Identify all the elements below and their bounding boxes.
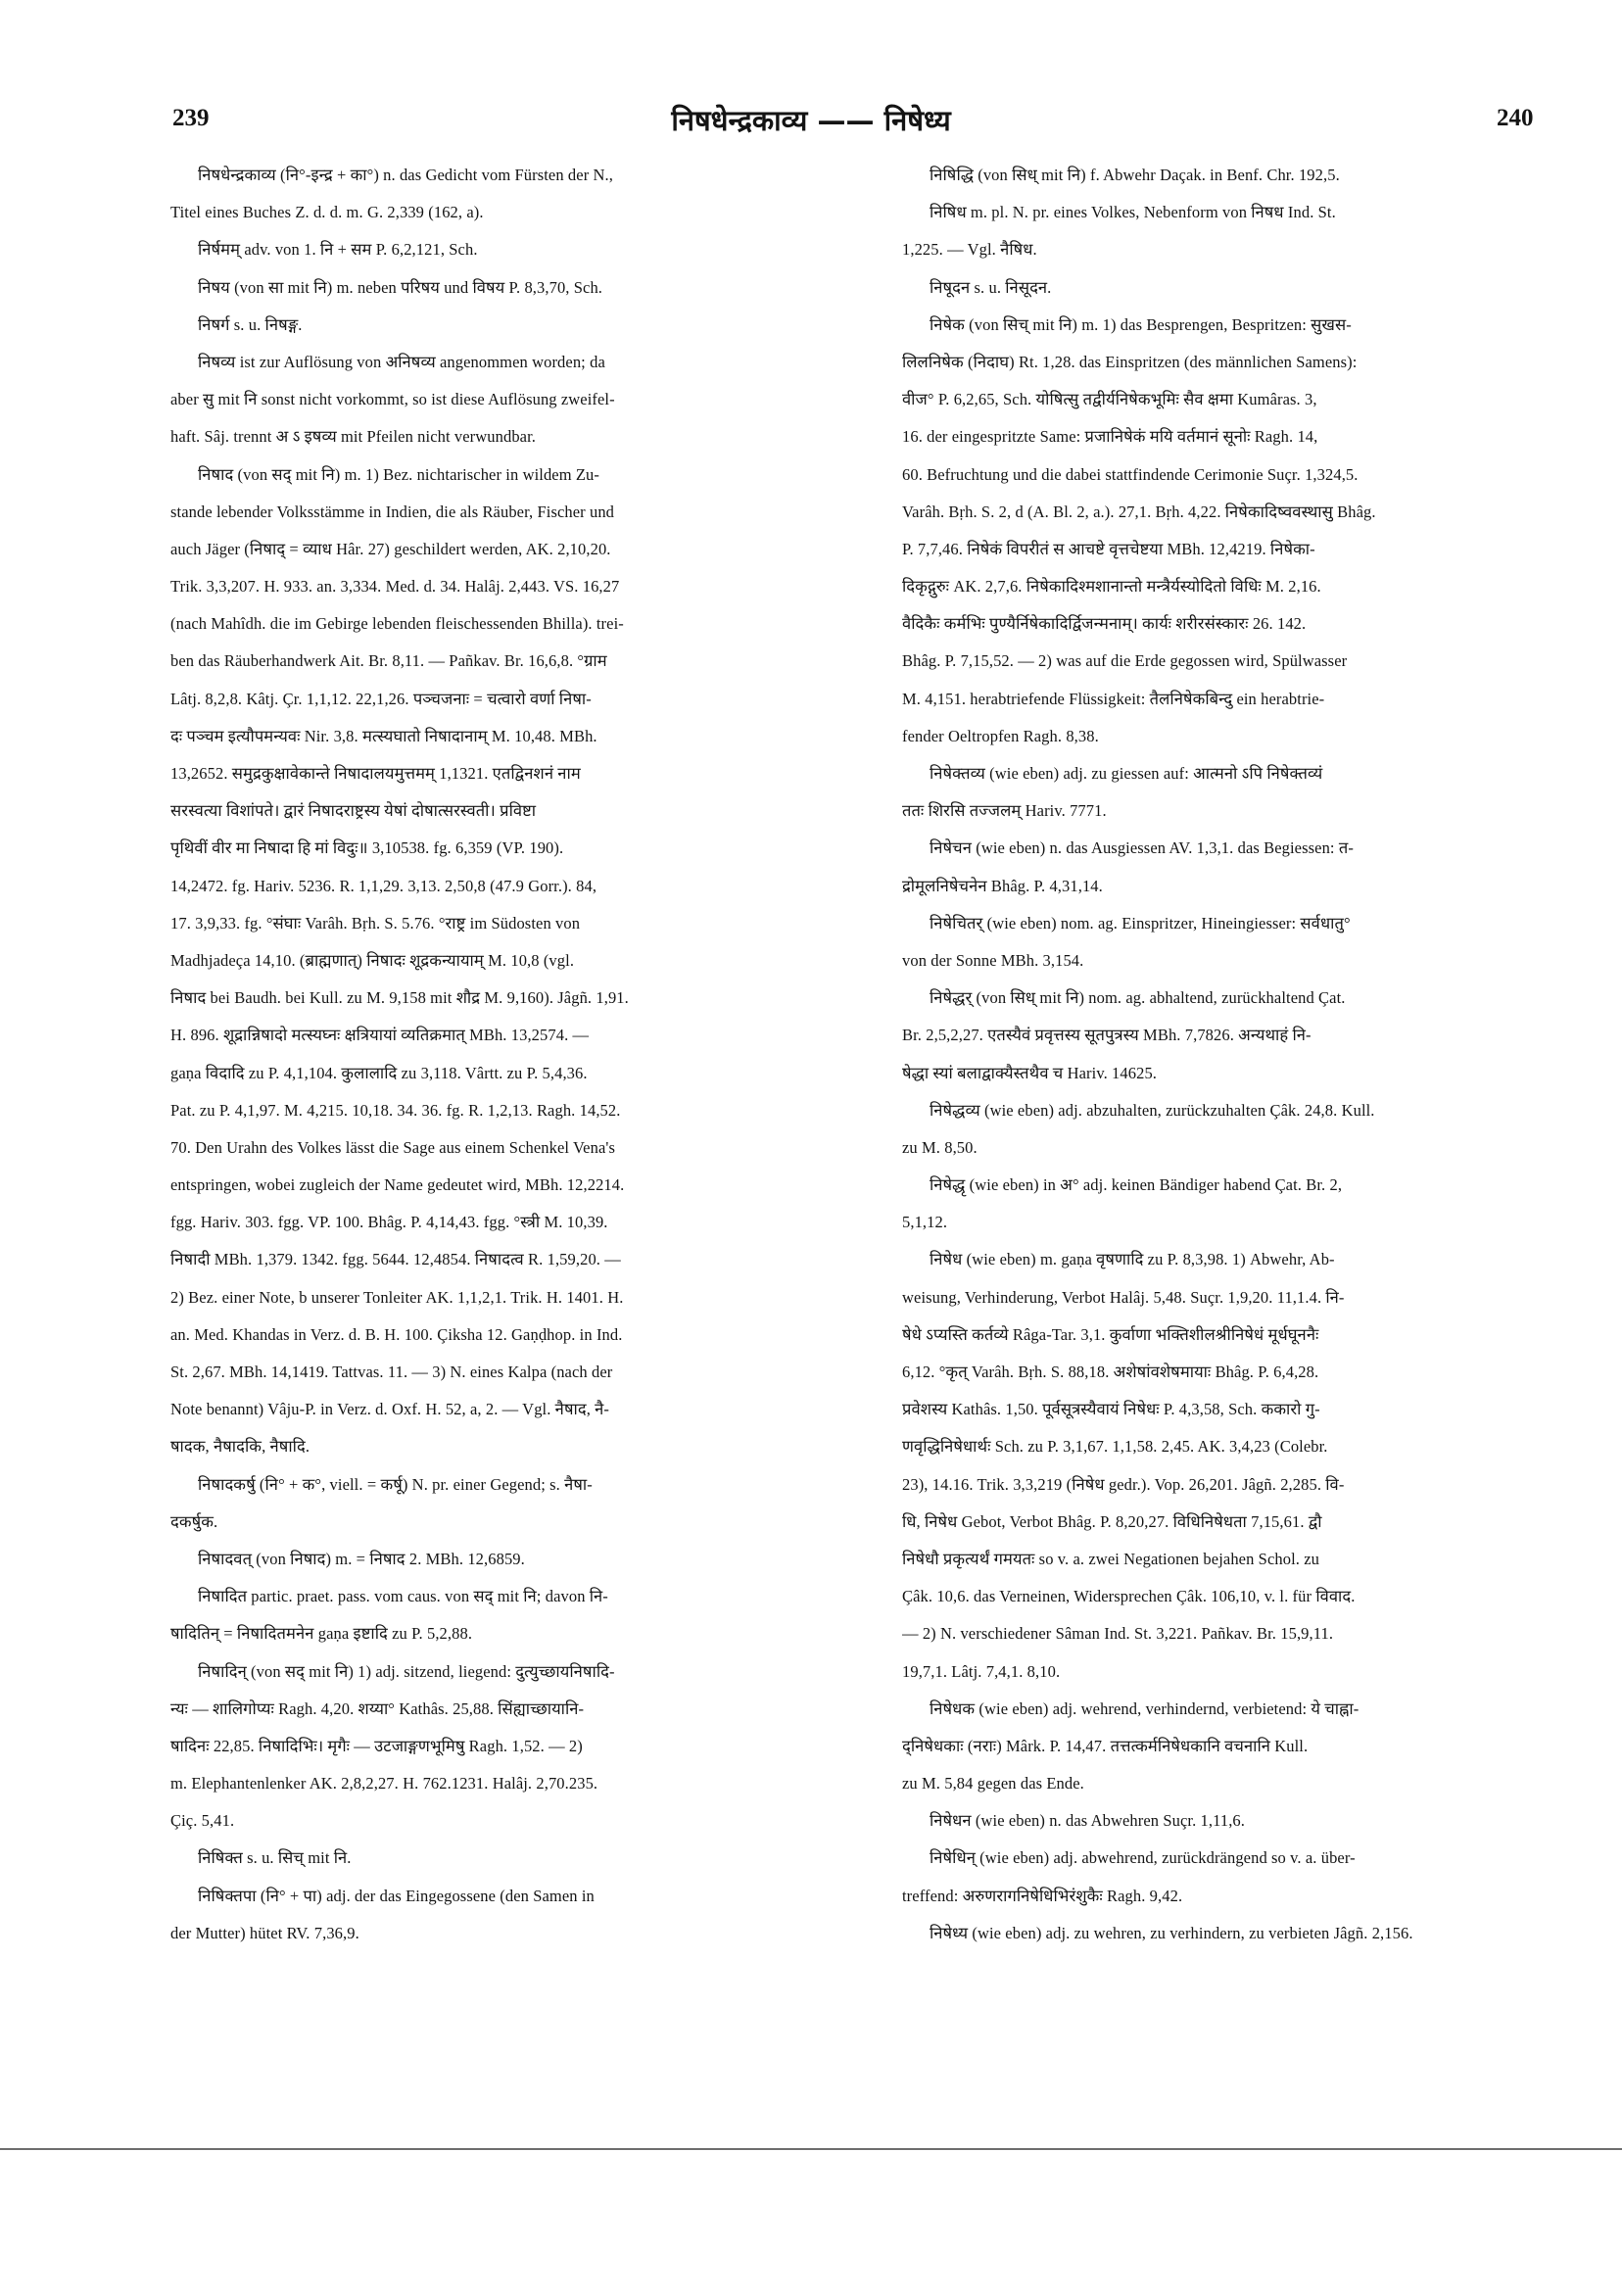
- right-column-line: निषेधन (wie eben) n. das Abwehren Suçr. 1,11,6.: [930, 1811, 1246, 1831]
- left-column-line: षादितिन् = निषादितमनेन gaṇa इष्टादि zu P. 5,2,88.: [170, 1624, 473, 1644]
- left-column-line: निर्षमम् adv. von 1. नि + सम P. 6,2,121, Sch.: [198, 240, 478, 260]
- left-column-line: Madhjadeça 14,10. (ब्राह्मणात्) निषादः शूद्रकन्यायाम् M. 10,8 (vgl.: [170, 950, 575, 970]
- left-column-line: निषादित partic. praet. pass. vom caus. von सद् mit नि; davon नि-: [198, 1587, 608, 1606]
- page-number-right: 240: [1497, 105, 1534, 131]
- left-column-line: 17. 3,9,33. fg. °संघाः Varâh. Bṛh. S. 5.76. °राष्ट्र im Südosten von: [170, 913, 581, 933]
- right-column-line: द्निषेधकाः (नराः) Mârk. P. 14,47. तत्तत्कर्मनिषेधकानि वचनानि Kull.: [902, 1736, 1309, 1755]
- right-column-line: निषिद्धि (von सिध् mit नि) f. Abwehr Daçak. in Benf. Chr. 192,5.: [930, 166, 1340, 184]
- right-column-line: Varâh. Bṛh. S. 2, d (A. Bl. 2, a.). 27,1. Bṛh. 4,22. निषेकादिष्ववस्थासु Bhâg.: [902, 502, 1376, 521]
- right-column-line: णवृद्धिनिषेधार्थः Sch. zu P. 3,1,67. 1,1,58. 2,45. AK. 3,4,23 (Colebr.: [902, 1437, 1328, 1457]
- right-column-line: लिलनिषेक (निदाघ) Rt. 1,28. das Einspritzen (des männlichen Samens):: [902, 352, 1358, 371]
- left-column-line: Titel eines Buches Z. d. d. m. G. 2,339 (162, a).: [170, 203, 484, 222]
- right-column-line: 19,7,1. Lâtj. 7,4,1. 8,10.: [902, 1661, 1061, 1681]
- right-column-line: निषेक (von सिच् mit नि) m. 1) das Besprengen, Bespritzen: सुखस-: [930, 314, 1352, 334]
- left-column-line: 70. Den Urahn des Volkes lässt die Sage aus einem Schenkel Vena's: [170, 1137, 615, 1157]
- left-column-line: षादक, नैषादकि, नैषादि.: [170, 1437, 310, 1457]
- left-column-line: (nach Mahîdh. die im Gebirge lebenden fleischessenden Bhilla). trei-: [170, 614, 624, 634]
- left-column-line: निषव्य ist zur Auflösung von अनिषव्य angenommen worden; da: [198, 352, 605, 371]
- left-column-line: षादिनः 22,85. निषादिभिः। मृगैः — उटजाङ्गणभूमिषु Ragh. 1,52. — 2): [170, 1736, 583, 1755]
- right-column-line: von der Sonne MBh. 3,154.: [902, 950, 1084, 970]
- left-column-line: Note benannt) Vâju-P. in Verz. d. Oxf. H. 52, a, 2. — Vgl. नैषाद, नै-: [170, 1400, 610, 1419]
- right-column-line: धि, निषेध Gebot, Verbot Bhâg. P. 8,20,27. विधिनिषेधता 7,15,61. द्वौ: [902, 1511, 1322, 1531]
- left-column-line: St. 2,67. MBh. 14,1419. Tattvas. 11. — 3) N. eines Kalpa (nach der: [170, 1363, 613, 1381]
- left-column-line: निषिक्त s. u. सिच् mit नि.: [198, 1848, 352, 1868]
- right-column-line: निषेक्तव्य (wie eben) adj. zu giessen auf: आत्मनो ऽपि निषेक्तव्यं: [930, 764, 1323, 783]
- right-column-line: निषेद्धृ (wie eben) in अ° adj. keinen Bändiger habend Çat. Br. 2,: [930, 1175, 1343, 1195]
- right-column-line: zu M. 8,50.: [902, 1137, 978, 1157]
- right-column-line: वैदिकैः कर्मभिः पुण्यैर्निषेकादिर्द्विजन्मनाम्। कार्यः शरीरसंस्कारः 26. 142.: [902, 614, 1307, 634]
- right-column-line: Bhâg. P. 7,15,52. — 2) was auf die Erde gegossen wird, Spülwasser: [902, 651, 1348, 671]
- right-column-line: निषेद्धर् (von सिध् mit नि) nom. ag. abhaltend, zurückhaltend Çat.: [930, 988, 1346, 1008]
- left-column: [170, 157, 836, 1952]
- left-column-line: निषिक्तपा (नि° + पा) adj. der das Eingegossene (den Samen in: [198, 1886, 595, 1905]
- right-column-line: treffend: अरुणरागनिषेधिभिरंशुकैः Ragh. 9,42.: [902, 1886, 1183, 1905]
- right-column-line: निषेध्य (wie eben) adj. zu wehren, zu verhindern, zu verbieten Jâgñ. 2,156.: [930, 1923, 1413, 1942]
- right-column-line: 6,12. °कृत् Varâh. Bṛh. S. 88,18. अशेषांवशेषमायाः Bhâg. P. 6,4,28.: [902, 1363, 1319, 1381]
- right-column-line: निषूदन s. u. निसूदन.: [930, 277, 1052, 297]
- left-column-line: H. 896. शूद्रान्निषादो मत्स्यघ्नः क्षत्रियायां व्यतिक्रमात् MBh. 13,2574. —: [170, 1026, 590, 1045]
- left-column-line: निषादी MBh. 1,379. 1342. fgg. 5644. 12,4854. निषादत्व R. 1,59,20. —: [170, 1250, 621, 1269]
- left-column-line: दकर्षुक.: [170, 1511, 218, 1531]
- left-column-line: निषादिन् (von सद् mit नि) 1) adj. sitzend, liegend: दुत्युच्छायनिषादि-: [198, 1661, 615, 1681]
- left-column-line: 14,2472. fg. Hariv. 5236. R. 1,1,29. 3,13. 2,50,8 (47.9 Gorr.). 84,: [170, 876, 597, 895]
- left-column-line: न्यः — शालिगोप्यः Ragh. 4,20. शय्या° Kathâs. 25,88. सिंह्याच्छायानि-: [170, 1698, 585, 1718]
- left-column-line: निषधेन्द्रकाव्य (नि°-इन्द्र + का°) n. das Gedicht vom Fürsten der N.,: [198, 166, 613, 184]
- page-number-left: 239: [172, 105, 210, 131]
- right-column-line: निषेधौ प्रकृत्यर्थं गमयतः so v. a. zwei Negationen bejahen Schol. zu: [902, 1549, 1319, 1568]
- right-column-line: P. 7,7,46. निषेकं विपरीतं स आचष्टे वृत्तचेष्टया MBh. 12,4219. निषेका-: [902, 539, 1315, 558]
- right-column-line: 60. Befruchtung und die dabei stattfindende Cerimonie Suçr. 1,324,5.: [902, 464, 1359, 484]
- left-column-line: gaṇa विदादि zu P. 4,1,104. कुलालादि zu 3,118. Vârtt. zu P. 5,4,36.: [170, 1063, 588, 1082]
- left-column-line: Trik. 3,3,207. H. 933. an. 3,334. Med. d. 34. Halâj. 2,443. VS. 16,27: [170, 577, 620, 597]
- right-column-line: — 2) N. verschiedener Sâman Ind. St. 3,221. Pañkav. Br. 15,9,11.: [902, 1624, 1334, 1644]
- right-column-line: Br. 2,5,2,27. एतस्यैवं प्रवृत्तस्य सूतपुत्रस्य MBh. 7,7826. अन्यथाहं नि-: [902, 1026, 1312, 1045]
- left-column-line: m. Elephantenlenker AK. 2,8,2,27. H. 762.1231. Halâj. 2,70.235.: [170, 1774, 598, 1794]
- right-column-line: M. 4,151. herabtriefende Flüssigkeit: तैलनिषेकबिन्दु ein herabtrie-: [902, 689, 1325, 708]
- left-column-line: 2) Bez. einer Note, b unserer Tonleiter AK. 1,1,2,1. Trik. H. 1401. H.: [170, 1287, 624, 1307]
- right-column-line: 5,1,12.: [902, 1213, 948, 1232]
- right-column-line: zu M. 5,84 gegen das Ende.: [902, 1774, 1084, 1794]
- right-column-line: प्रवेशस्य Kathâs. 1,50. पूर्वसूत्रस्यैवायं निषेधः P. 4,3,58, Sch. ककारो गु-: [902, 1400, 1320, 1419]
- right-column-line: षेधे ऽप्यस्ति कर्तव्ये Râga-Tar. 3,1. कुर्वाणा भक्तिशीलश्रीनिषेधं मूर्धघूननैः: [902, 1324, 1319, 1344]
- right-column-line: weisung, Verhinderung, Verbot Halâj. 5,48. Suçr. 1,9,20. 11,1.4. नि-: [902, 1287, 1345, 1307]
- right-column-line: षेद्धा स्यां बलाद्वाक्यैस्तथैव च Hariv. 14625.: [902, 1063, 1158, 1082]
- left-column-line: निषाद (von सद् mit नि) m. 1) Bez. nichtarischer in wildem Zu-: [198, 464, 600, 484]
- left-column-line: entspringen, wobei zugleich der Name gedeutet wird, MBh. 12,2214.: [170, 1175, 625, 1195]
- left-column-line: पृथिवीं वीर मा निषादा हि मां विदुः॥ 3,10538. fg. 6,359 (VP. 190).: [170, 838, 564, 858]
- left-column-line: Çiç. 5,41.: [170, 1811, 235, 1831]
- right-column-line: ततः शिरसि तज्जलम् Hariv. 7771.: [902, 801, 1107, 821]
- right-column-line: 23), 14.16. Trik. 3,3,219 (निषेध gedr.). Vop. 26,201. Jâgñ. 2,285. वि-: [902, 1474, 1345, 1494]
- right-column-line: निषेचन (wie eben) n. das Ausgiessen AV. 1,3,1. das Begiessen: त-: [930, 838, 1354, 858]
- left-column-line: निषर्ग s. u. निषङ्ग.: [198, 314, 303, 334]
- right-column-line: 1,225. — Vgl. नैषिध.: [902, 240, 1037, 260]
- right-column-line: दिकृद्गुरुः AK. 2,7,6. निषेकादिश्मशानान्तो मन्त्रैर्यस्योदितो विधिः M. 2,16.: [902, 577, 1321, 597]
- right-column-line: Çâk. 10,6. das Verneinen, Widersprechen Çâk. 106,10, v. l. für विवाद.: [902, 1587, 1356, 1606]
- right-column-line: द्रोमूलनिषेचनेन Bhâg. P. 4,31,14.: [902, 876, 1103, 895]
- left-column-line: दः पञ्चम इत्यौपमन्यवः Nir. 3,8. मत्स्यघातो निषादानाम् M. 10,48. MBh.: [170, 726, 597, 745]
- running-head: निषधेन्द्रकाव्य —— निषेध्य: [671, 104, 951, 137]
- left-column-line: stande lebender Volksstämme in Indien, die als Räuber, Fischer und: [170, 502, 615, 521]
- right-column-line: निषेध (wie eben) m. gaṇa वृषणादि zu P. 8,3,98. 1) Abwehr, Ab-: [930, 1250, 1335, 1269]
- left-column-line: aber सु mit नि sonst nicht vorkommt, so ist diese Auflösung zweifel-: [170, 390, 615, 409]
- left-column-line: निषादवत् (von निषाद) m. = निषाद 2. MBh. 12,6859.: [198, 1549, 525, 1568]
- left-column-line: der Mutter) hütet RV. 7,36,9.: [170, 1923, 359, 1942]
- left-column-line: fgg. Hariv. 303. fgg. VP. 100. Bhâg. P. 4,14,43. fgg. °स्त्री M. 10,39.: [170, 1213, 608, 1232]
- footer-rule: [0, 2148, 1622, 2150]
- right-column-line: निषिध m. pl. N. pr. eines Volkes, Nebenform von निषध Ind. St.: [930, 203, 1336, 222]
- right-column-line: निषेचितर् (wie eben) nom. ag. Einspritzer, Hineingiesser: सर्वधातु°: [930, 913, 1351, 933]
- left-column-line: निषाद bei Baudh. bei Kull. zu M. 9,158 mit शौद्र M. 9,160). Jâgñ. 1,91.: [170, 988, 629, 1008]
- left-column-line: सरस्वत्या विशांपते। द्वारं निषादराष्ट्रस्य येषां दोषात्सरस्वती। प्रविष्टा: [170, 801, 537, 821]
- right-column-line: वीज° P. 6,2,65, Sch. योषित्सु तद्वीर्यनिषेकभूमिः सैव क्षमा Kumâras. 3,: [902, 390, 1317, 409]
- right-column-line: निषेद्धव्य (wie eben) adj. abzuhalten, zurückzuhalten Çâk. 24,8. Kull.: [930, 1100, 1375, 1120]
- right-column-line: निषेधक (wie eben) adj. wehrend, verhindernd, verbietend: ये चाह्ना-: [930, 1698, 1360, 1718]
- right-column-line: 16. der eingespritzte Same: प्रजानिषेकं मयि वर्तमानं सूनोः Ragh. 14,: [902, 427, 1318, 447]
- right-column: [902, 157, 1568, 1952]
- right-column-line: निषेधिन् (wie eben) adj. abwehrend, zurückdrängend so v. a. über-: [930, 1848, 1356, 1868]
- left-column-line: निषादकर्षु (नि° + क°, viell. = कर्षू) N. pr. einer Gegend; s. नैषा-: [198, 1474, 593, 1494]
- left-column-line: haft. Sâj. trennt अ ऽ इषव्य mit Pfeilen nicht verwundbar.: [170, 427, 537, 447]
- left-column-line: निषय (von सा mit नि) m. neben परिषय und विषय P. 8,3,70, Sch.: [198, 277, 603, 297]
- left-column-line: Pat. zu P. 4,1,97. M. 4,215. 10,18. 34. 36. fg. R. 1,2,13. Ragh. 14,52.: [170, 1100, 621, 1120]
- left-column-line: auch Jäger (निषाद् = व्याध Hâr. 27) geschildert werden, AK. 2,10,20.: [170, 539, 611, 558]
- left-column-line: Lâtj. 8,2,8. Kâtj. Çr. 1,1,12. 22,1,26. पञ्चजनाः = चत्वारो वर्णा निषा-: [170, 689, 592, 708]
- right-column-line: fender Oeltropfen Ragh. 8,38.: [902, 726, 1099, 745]
- left-column-line: ben das Räuberhandwerk Ait. Br. 8,11. — Pañkav. Br. 16,6,8. °ग्राम: [170, 651, 607, 671]
- left-column-line: 13,2652. समुद्रकुक्षावेकान्ते निषादालयमुत्तमम् 1,1321. एतद्विनशनं नाम: [170, 764, 581, 783]
- left-column-line: an. Med. Khandas in Verz. d. B. H. 100. Çiksha 12. Gaṇḍhop. in Ind.: [170, 1324, 623, 1344]
